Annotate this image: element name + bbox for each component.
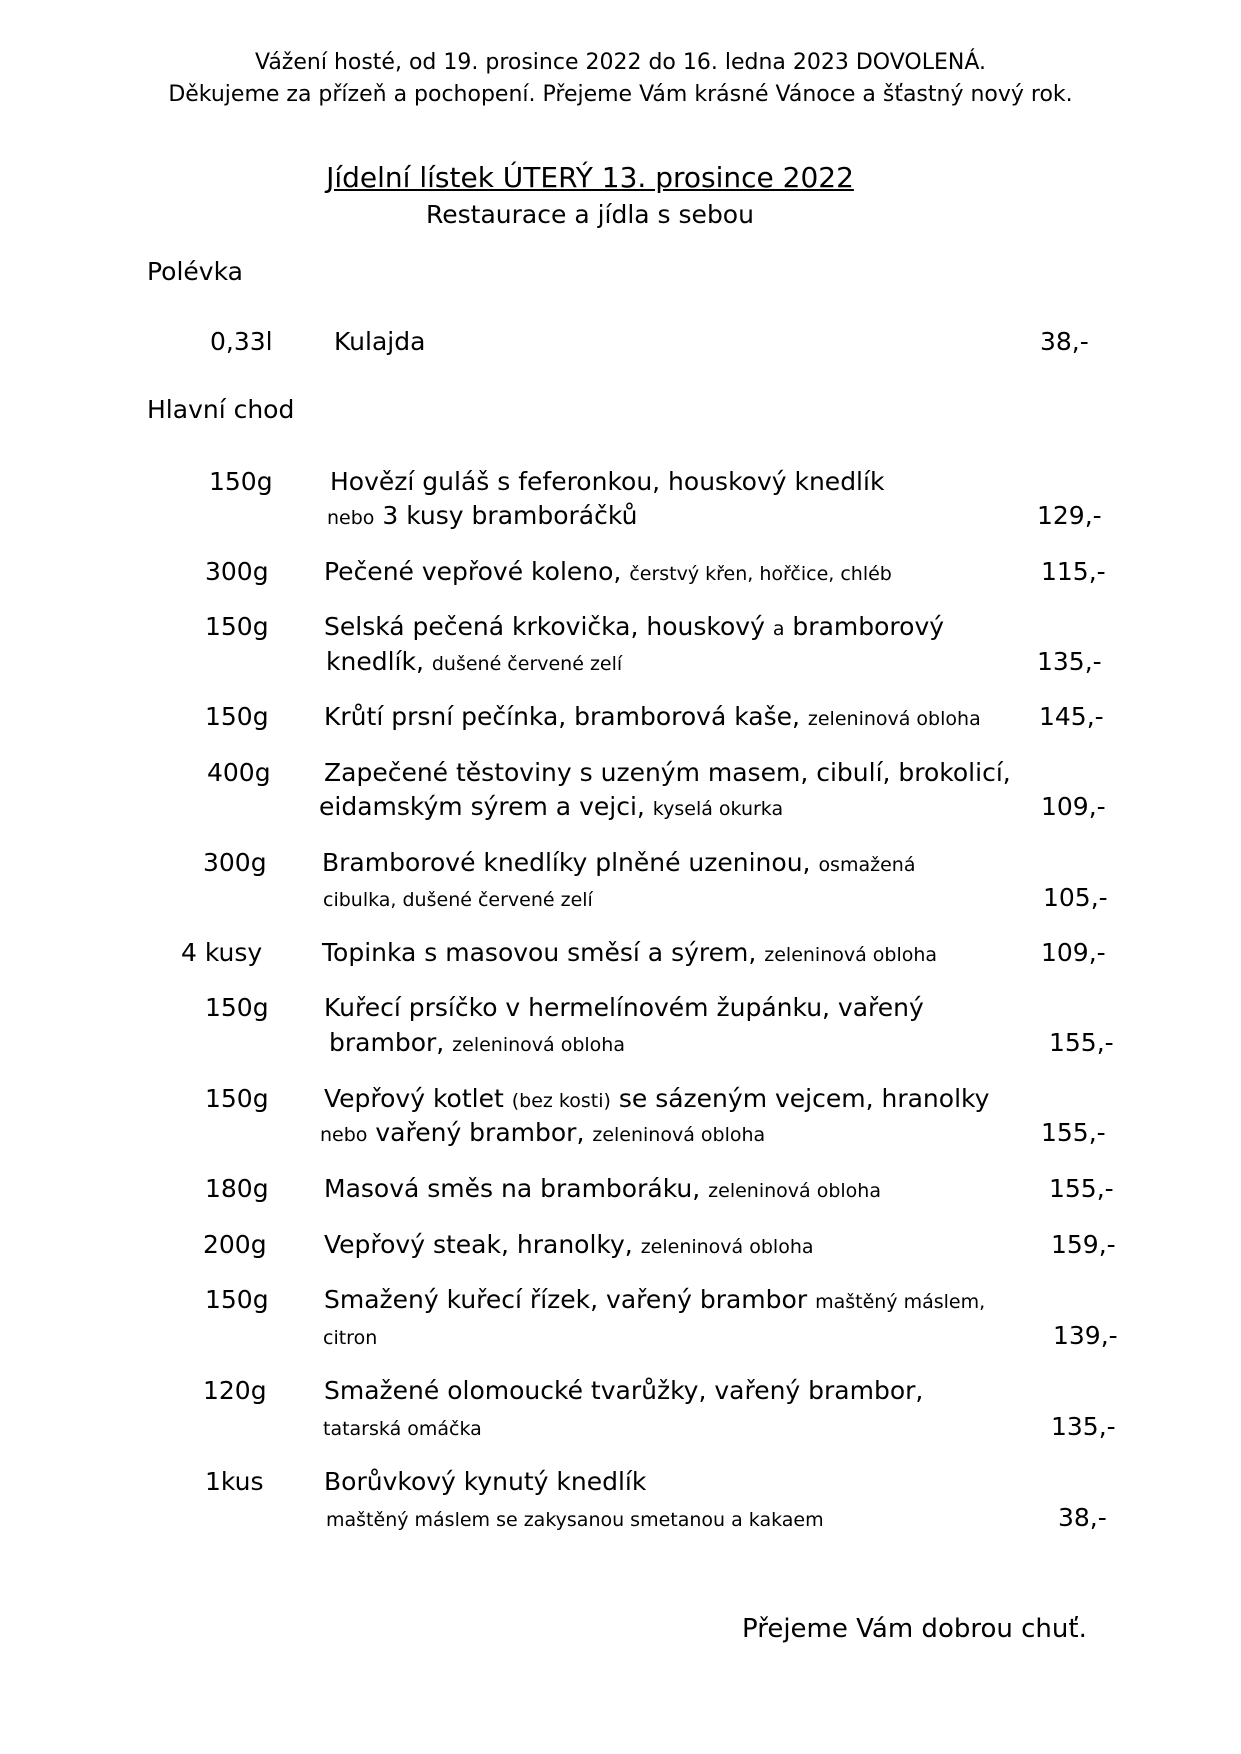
menu-item-portion: 200g [203,1230,267,1259]
menu-subtitle: Restaurace a jídla s sebou [426,200,754,229]
menu-item-name [324,1284,985,1318]
menu-item-price: 159,- [1051,1230,1116,1259]
menu-item-price: 155,- [1049,1174,1114,1203]
menu-item-name [324,1083,989,1117]
menu-item-name [324,701,981,735]
menu-title: Jídelní lístek ÚTERÝ 13. prosince 2022 [326,161,854,194]
section-heading-main: Hlavní chod [147,395,295,424]
menu-item-name-line-2 [319,791,783,825]
menu-item-price: 115,- [1041,557,1106,586]
menu-item-name [324,1173,881,1207]
menu-item-note: kyselá okurka [652,798,784,820]
menu-item-name-line-2 [320,1117,765,1151]
menu-item-name-main: Topinka s masovou směsí a sýrem, [322,938,765,967]
menu-item-name [324,611,944,645]
menu-item-note: zeleninová obloha [452,1034,625,1056]
menu-item-note: maštěný máslem, [815,1291,986,1313]
menu-item-name-line-2 [327,500,637,534]
menu-item-name-main: Bramborové knedlíky plněné uzeninou, [322,848,819,877]
menu-item-note: čerstvý křen, hořčice, chléb [629,563,892,585]
menu-item-price: 135,- [1051,1412,1116,1441]
menu-item-note: tatarská omáčka [323,1418,482,1440]
menu-item-portion: 150g [205,993,269,1022]
menu-item-note: zeleninová obloha [764,944,938,966]
menu-item-price: 145,- [1039,702,1104,731]
menu-item-note: nebo [320,1124,368,1146]
menu-item-portion: 150g [205,1285,269,1314]
soup-portion: 0,33l [210,327,273,356]
menu-item-portion: 1kus [205,1467,264,1496]
menu-item-name: Kuřecí prsíčko v hermelínovém župánku, vařený [324,993,924,1022]
menu-item-name-main: Masová směs na bramboráku, [324,1174,709,1203]
menu-item-name: Borůvkový kynutý knedlík [324,1467,647,1496]
menu-item-note: citron [323,1327,378,1349]
menu-item-name-main: Krůtí prsní pečínka, bramborová kaše, [324,702,808,731]
menu-item-note: zeleninová obloha [807,708,981,730]
menu-item-name-cont: eidamským sýrem a vejci, [319,792,653,821]
menu-item-portion: 300g [203,848,267,877]
closing-wish: Přejeme Vám dobrou chuť. [742,1614,1087,1644]
menu-item-note: cibulka, dušené červené zelí [323,889,593,911]
menu-item-note: zeleninová obloha [708,1180,881,1202]
menu-item-name-line-2 [323,1320,377,1354]
menu-item-note: nebo [327,507,375,529]
menu-item-price: 155,- [1049,1028,1114,1057]
menu-item-price: 105,- [1043,883,1108,912]
menu-item-name-cont: brambor, [329,1028,453,1057]
menu-item-name-main: Smažený kuřecí řízek, vařený brambor [324,1285,816,1314]
menu-item-name: Zapečené těstoviny s uzeným masem, cibulí, brokolicí, [324,758,1011,787]
menu-item-name [322,937,937,971]
menu-item-portion: 400g [207,758,271,787]
menu-item-note: zeleninová obloha [640,1236,814,1258]
menu-item-note: osmažená [818,854,916,876]
menu-item-name-cont: bramborový [784,612,945,641]
menu-item-price: 155,- [1041,1118,1106,1147]
vacation-notice-line-2: Děkujeme za přízeň a pochopení. Přejeme Vám krásné Vánoce a šťastný nový rok. [168,82,1073,107]
soup-name: Kulajda [334,327,426,356]
menu-item-note: zeleninová obloha [592,1124,766,1146]
menu-item-name [324,1229,814,1263]
menu-item-name: Smažené olomoucké tvarůžky, vařený brambor, [324,1376,924,1405]
menu-item-note: (bez kosti) [511,1090,611,1112]
menu-item-name [324,556,892,590]
menu-item-name-main: Vepřový steak, hranolky, [324,1230,641,1259]
menu-item-name-main: Selská pečená krkovička, houskový [324,612,773,641]
menu-item-note: dušené červené zelí [431,653,623,675]
menu-item-name-cont: knedlík, [326,647,432,676]
menu-item-portion: 120g [203,1376,267,1405]
menu-item-portion: 150g [205,1084,269,1113]
menu-item-name-line-2 [329,1027,625,1061]
menu-item-price: 38,- [1058,1503,1107,1532]
menu-item-price: 109,- [1041,938,1106,967]
vacation-notice-line-1: Vážení hosté, od 19. prosince 2022 do 16. ledna 2023 DOVOLENÁ. [254,50,986,75]
menu-item-price: 129,- [1037,501,1102,530]
menu-item-name-line-2 [326,646,622,680]
menu-item-name-cont: vařený brambor, [367,1118,593,1147]
menu-item-name-line-2 [326,1502,824,1536]
menu-item-portion: 150g [209,467,273,496]
menu-item-portion: 180g [205,1174,269,1203]
menu-item-price: 135,- [1037,647,1102,676]
soup-price: 38,- [1040,327,1089,356]
menu-item-portion: 150g [205,612,269,641]
menu-item-portion: 300g [205,557,269,586]
menu-item-note: maštěný máslem se zakysanou smetanou a kakaem [326,1509,824,1531]
menu-item-price: 109,- [1041,792,1106,821]
menu-item-portion: 150g [205,702,269,731]
menu-item-name-cont: 3 kusy bramboráčků [374,501,638,530]
menu-item-portion: 4 kusy [181,938,263,967]
menu-item-name-cont: se sázeným vejcem, hranolky [610,1084,990,1113]
menu-item-name-main: Pečené vepřové koleno, [324,557,630,586]
section-heading-soup: Polévka [147,257,243,286]
menu-item-name: Hovězí guláš s feferonkou, houskový knedlík [330,467,885,496]
menu-item-name-line-2 [323,882,593,916]
menu-item-name-line-2 [323,1411,482,1445]
menu-item-price: 139,- [1053,1321,1118,1350]
menu-item-name [322,847,915,881]
menu-item-note: a [772,618,785,640]
menu-item-name-main: Vepřový kotlet [324,1084,512,1113]
